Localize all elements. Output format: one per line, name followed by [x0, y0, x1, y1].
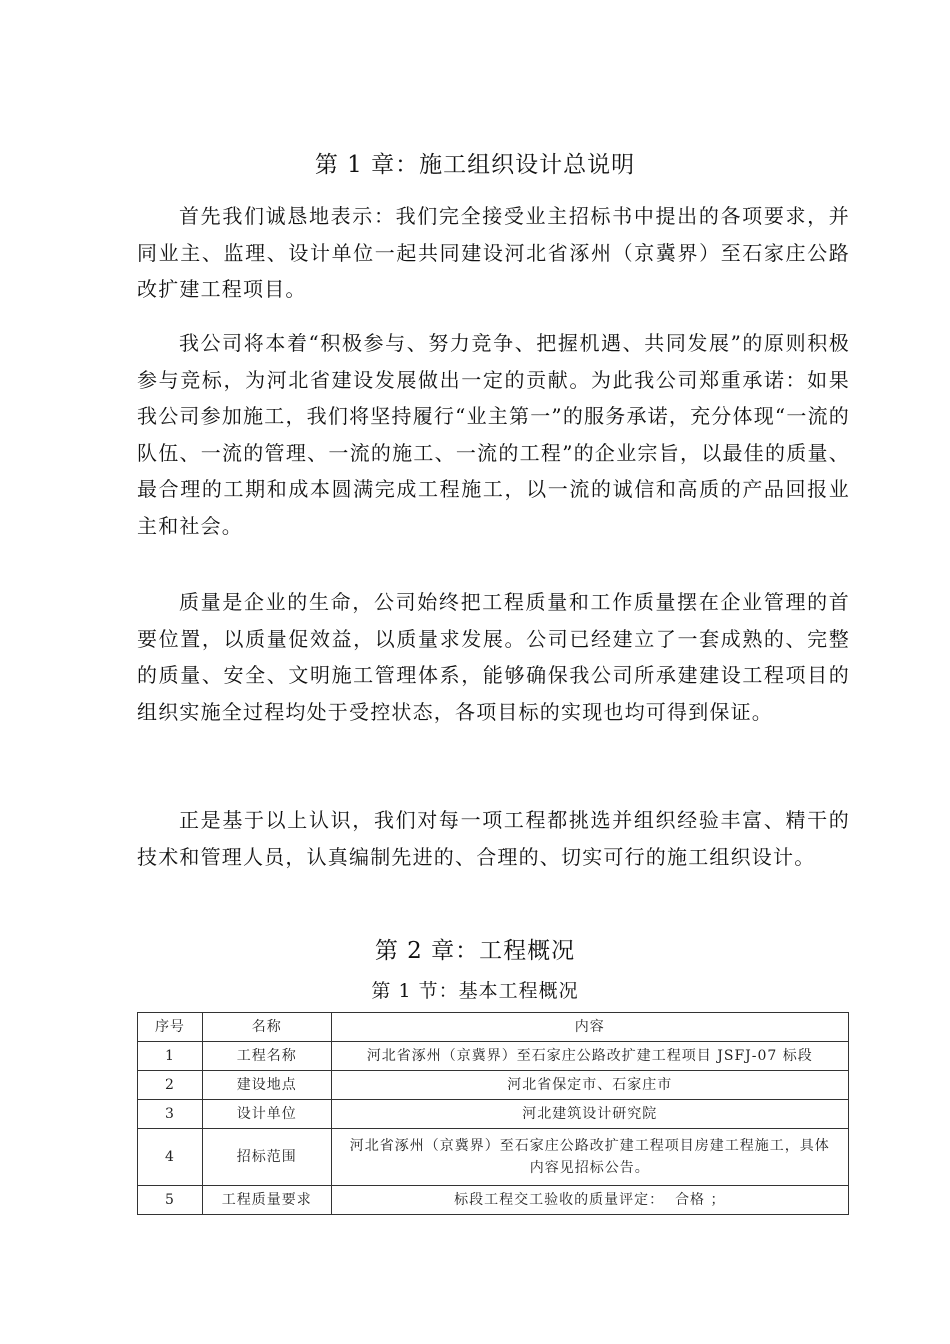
table-header-row [138, 1013, 849, 1042]
row-content: 河北省保定市、石家庄市 [331, 1071, 848, 1100]
paragraph-4: 正是基于以上认识，我们对每一项工程都挑选并组织经验丰富、精干的技术和管理人员，认真编制先进的、合理的、切实可行的施工组织设计。 [137, 808, 850, 869]
paragraph-1: 首先我们诚恳地表示：我们完全接受业主招标书中提出的各项要求，并同业主、监理、设计单位一起共同建设河北省涿州（京冀界）至石家庄公路改扩建工程项目。 [137, 204, 850, 301]
paragraph-2: 我公司将本着“积极参与、努力竞争、把握机遇、共同发展”的原则积极参与竞标，为河北省建设发展做出一定的贡献。为此我公司郑重承诺：如果我公司参加施工，我们将坚持履行“业主第一”的服务承诺，充分体现“一流的队伍、一流的管理、一流的施工、一流的工程”的企业宗旨，以最佳的质量、最合理的工期和成本圆满完成工程施工，以一流的诚信和高质的产品回报业主和社会。 [137, 331, 850, 538]
row-index: 4 [138, 1129, 203, 1186]
row-content: 河北省涿州（京冀界）至石家庄公路改扩建工程项目房建工程施工，具体内容见招标公告。 [331, 1129, 848, 1186]
header-index: 序号 [138, 1013, 203, 1042]
row-name: 工程质量要求 [202, 1186, 331, 1215]
row-content: 河北建筑设计研究院 [331, 1100, 848, 1129]
row-index: 2 [138, 1071, 203, 1100]
header-name: 名称 [202, 1013, 331, 1042]
section-1-title: 第 1 节：基本工程概况 [371, 980, 579, 1002]
row-name: 工程名称 [202, 1042, 331, 1071]
table-row [138, 1100, 849, 1129]
table-row [138, 1042, 849, 1071]
row-name: 建设地点 [202, 1071, 331, 1100]
header-content: 内容 [331, 1013, 848, 1042]
row-name: 招标范围 [202, 1129, 331, 1186]
row-content: 河北省涿州（京冀界）至石家庄公路改扩建工程项目 JSFJ-07 标段 [331, 1042, 848, 1071]
row-index: 5 [138, 1186, 203, 1215]
row-index: 1 [138, 1042, 203, 1071]
row-content: 标段工程交工验收的质量评定： 合格 ； [331, 1186, 848, 1215]
row-name: 设计单位 [202, 1100, 331, 1129]
table-row [138, 1186, 849, 1215]
row-index: 3 [138, 1100, 203, 1129]
chapter-1-title: 第 1 章：施工组织设计总说明 [314, 152, 636, 178]
project-overview-table [137, 1012, 849, 1215]
paragraph-3: 质量是企业的生命，公司始终把工程质量和工作质量摆在企业管理的首要位置，以质量促效益，以质量求发展。公司已经建立了一套成熟的、完整的质量、安全、文明施工管理体系，能够确保我公司所承建建设工程项目的组织实施全过程均处于受控状态，各项目标的实现也均可得到保证。 [137, 590, 850, 724]
table-row [138, 1071, 849, 1100]
chapter-2-title: 第 2 章：工程概况 [374, 938, 576, 964]
table-row [138, 1129, 849, 1186]
